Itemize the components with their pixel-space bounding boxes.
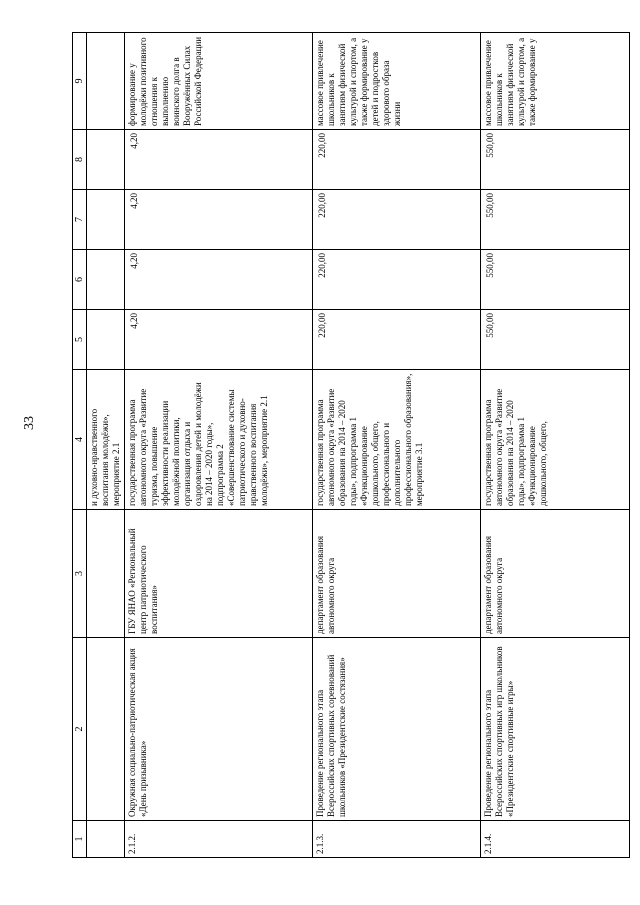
funding-col6: 220,00 [313,250,481,310]
col-header-9: 9 [73,33,87,130]
funding-col8 [87,130,125,190]
executor [87,510,125,638]
expected-result: массовое привлечение школьников к занятиям физической культурой и спортом, а также формирование у [481,33,630,130]
funding-col5: 550,00 [481,310,630,370]
col-header-5: 5 [73,310,87,370]
funding-col7: 550,00 [481,190,630,250]
program-reference: и духовно-нравственного воспитания молодёжи», мероприятие 2.1 [87,370,125,510]
funding-col8: 4,20 [125,130,313,190]
program-reference: государственная программа автономного округа «Развитие образования на 2014 – 2020 годы», подпрограмма 1 «Функционирование дошкольного, общего, профессионального и дополнительного профессионального образования», мероприятие 3.1 [313,370,481,510]
funding-col5: 220,00 [313,310,481,370]
funding-col8: 550,00 [481,130,630,190]
table-row [481,33,630,858]
funding-col6: 550,00 [481,250,630,310]
col-header-6: 6 [73,250,87,310]
measure-name: Проведение регионального этапа Всероссийских спортивных соревнований школьников «Президентские состязания» [313,638,481,821]
column-number-row [73,33,87,858]
funding-col5: 4,20 [125,310,313,370]
executor: ГБУ ЯНАО «Региональный центр патриотического воспитания» [125,510,313,638]
program-reference: государственная программа автономного округа «Развитие образования на 2014 – 2020 годы», подпрограмма 1 «Функционирование дошкольного, общего, [481,370,630,510]
table-row [125,33,313,858]
funding-col7 [87,190,125,250]
expected-result: массовое привлечение школьников к занятиям физической культурой и спортом, а также формирование у детей и подростков здорового образа жизни [313,33,481,130]
col-header-4: 4 [73,370,87,510]
executor: департамент образования автономного округа [481,510,630,638]
funding-col5 [87,310,125,370]
row-number: 2.1.4. [481,821,630,858]
funding-col7: 4,20 [125,190,313,250]
executor: департамент образования автономного округа [313,510,481,638]
measure-name [87,638,125,821]
row-number: 2.1.3. [313,821,481,858]
col-header-2: 2 [73,638,87,821]
expected-result [87,33,125,130]
rotated-table-wrapper [72,33,627,858]
table-row [313,33,481,858]
funding-col7: 220,00 [313,190,481,250]
col-header-8: 8 [73,130,87,190]
measure-name: Окружная социально-патриотическая акция «День призывника» [125,638,313,821]
row-number: 2.1.2. [125,821,313,858]
expected-result: формирование у молодёжи позитивного отношения к выполнению воинского долга в Вооружённых Силах Российской Федерации [125,33,313,130]
col-header-3: 3 [73,510,87,638]
col-header-1: 1 [73,821,87,858]
page-number: 33 [22,416,37,430]
funding-col6: 4,20 [125,250,313,310]
funding-col6 [87,250,125,310]
measures-table [72,32,630,858]
row-number [87,821,125,858]
program-reference: государственная программа автономного округа «Развитие туризма, повышение эффективности реализации молодёжной политики, организация отдыха и оздоровления детей и молодёжи на 2014 – 2020 годы», подпрограмма 2 «Совершенствование системы патриотического и духовно-нравственного воспитания молодёжи», мероприятие 2.1 [125,370,313,510]
funding-col8: 220,00 [313,130,481,190]
table-row [87,33,125,858]
col-header-7: 7 [73,190,87,250]
measure-name: Проведение регионального этапа Всероссийских спортивных игр школьников «Президентские спортивные игры» [481,638,630,821]
